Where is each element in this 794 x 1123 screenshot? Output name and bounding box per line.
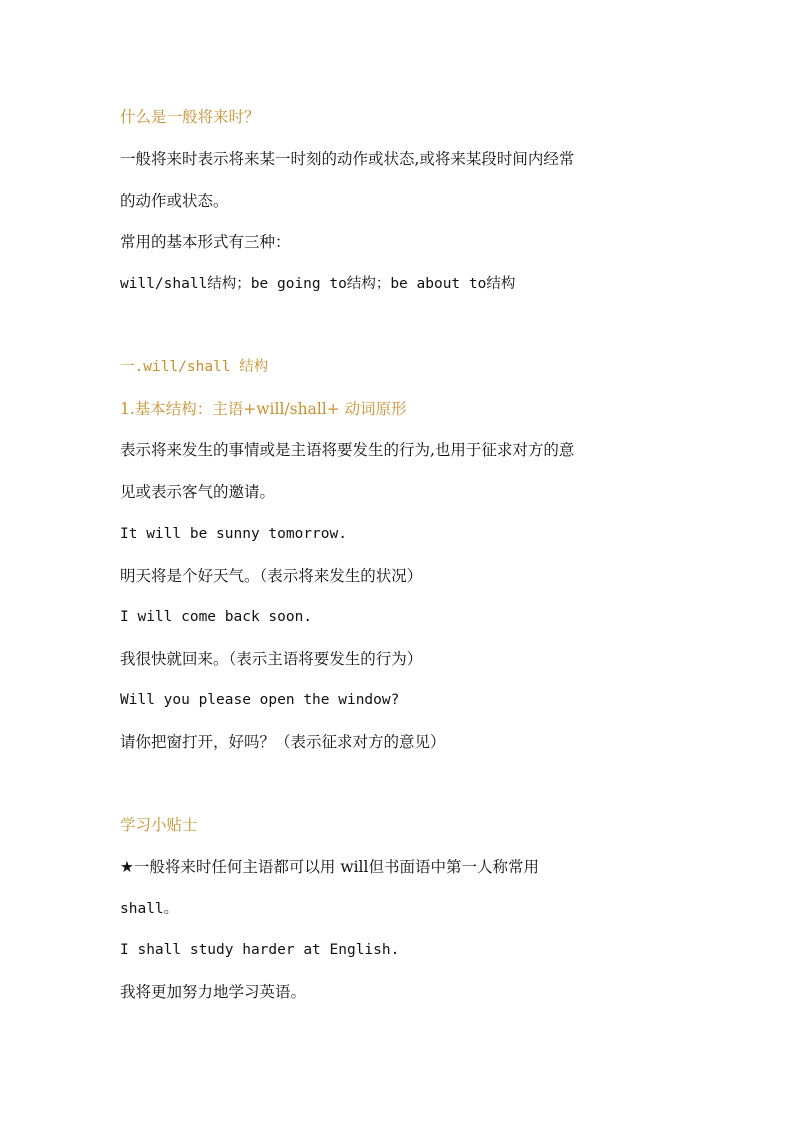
- tip-line-1: [120, 857, 539, 877]
- example-zh-1: 明天将是个好天气。（表示将来发生的状况）: [120, 567, 423, 585]
- example-en-1: It will be sunny tomorrow.: [120, 526, 347, 542]
- example-en-3: Will you please open the window?: [120, 692, 400, 708]
- intro-heading: 什么是一般将来时？: [120, 108, 260, 126]
- tip-line-1-text: 一般将来时任何主语都可以用 will但书面语中第一人称常用: [133, 858, 539, 876]
- tip-line-2: shall。: [120, 901, 179, 917]
- section1-heading: 一.will/shall 结构: [120, 359, 269, 375]
- example-zh-2: 我很快就回来。（表示主语将要发生的行为）: [120, 650, 423, 668]
- tips-heading: 学习小贴士: [120, 816, 198, 834]
- section1-desc-line-1: 表示将来发生的事情或是主语将要发生的行为,也用于征求对方的意: [120, 441, 575, 459]
- forms-list: will/shall结构；be going to结构；be about to结构: [120, 276, 516, 292]
- example-zh-3: 请你把窗打开，好吗？（表示征求对方的意见）: [120, 733, 446, 751]
- tip-example-en: I shall study harder at English.: [120, 942, 400, 958]
- example-en-2: I will come back soon.: [120, 609, 313, 625]
- forms-label: 常用的基本形式有三种：: [120, 233, 291, 251]
- tip-example-zh: 我将更加努力地学习英语。: [120, 983, 307, 1001]
- definition-line-1: 一般将来时表示将来某一时刻的动作或状态,或将来某段时间内经常: [120, 150, 575, 168]
- section1-subheading: 1.基本结构：主语+will/shall+ 动词原形: [120, 400, 407, 418]
- definition-line-2: 的动作或状态。: [120, 192, 229, 210]
- star-icon: ★: [120, 858, 134, 876]
- section1-desc-line-2: 见或表示客气的邀请。: [120, 483, 276, 501]
